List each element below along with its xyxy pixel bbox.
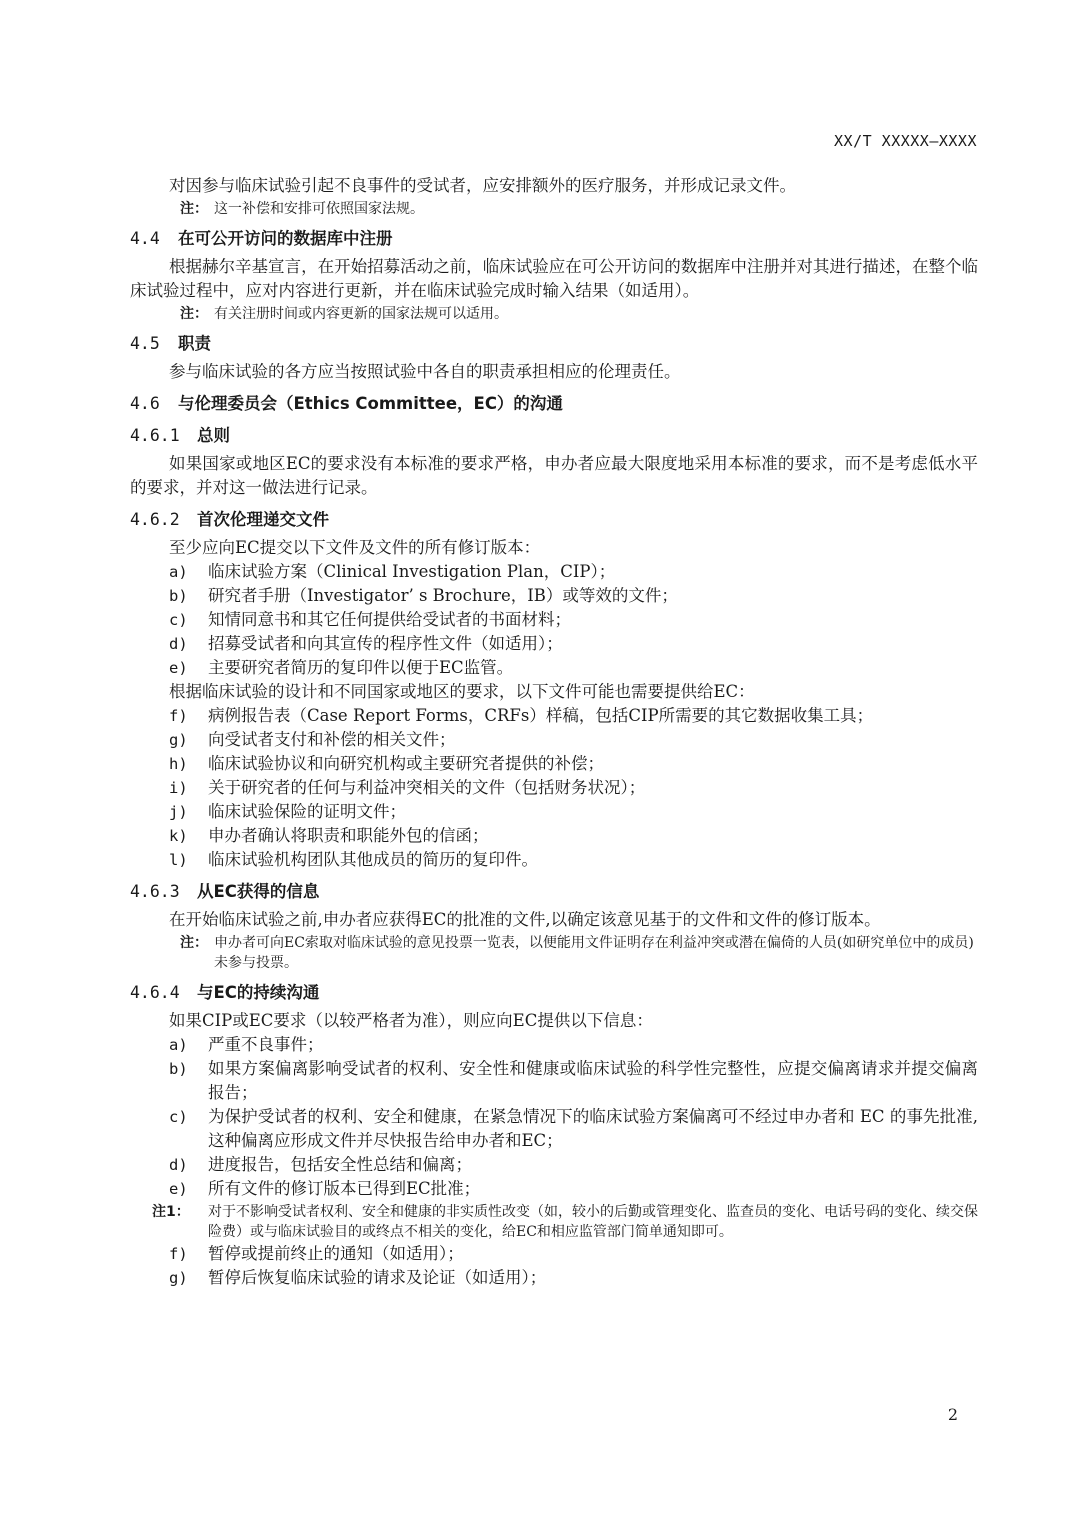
section-number: 4.6.4 bbox=[130, 983, 180, 1002]
document-code: XX/T XXXXX—XXXX bbox=[834, 132, 977, 150]
paragraph: 对因参与临床试验引起不良事件的受试者，应安排额外的医疗服务，并形成记录文件。 bbox=[169, 176, 796, 195]
list-item-text: 临床试验协议和向研究机构或主要研究者提供的补偿； bbox=[208, 754, 604, 773]
list bbox=[130, 704, 978, 872]
note-text: 对于不影响受试者权利、安全和健康的非实质性改变（如，较小的后勤或管理变化、监查员的变化、电话号码的变化、续交保险费）或与临床试验目的或终点不相关的变化，给EC和相应监管部门简单通知即可。 bbox=[208, 1204, 978, 1240]
section-title: 首次伦理递交文件 bbox=[197, 510, 329, 529]
section-heading-4-4 bbox=[130, 227, 978, 251]
section-heading-4-6-4 bbox=[130, 981, 978, 1005]
list-item-text: 暂停或提前终止的通知（如适用）； bbox=[208, 1244, 464, 1263]
section-heading-4-6-3 bbox=[130, 880, 978, 904]
list-item-label: b) bbox=[169, 587, 188, 605]
list-item bbox=[130, 656, 978, 680]
note-label: 注： bbox=[180, 935, 208, 951]
note bbox=[130, 1202, 978, 1242]
paragraph: 如果CIP或EC要求（以较严格者为准），则应向EC提供以下信息： bbox=[169, 1011, 653, 1030]
list-item bbox=[130, 1105, 978, 1153]
list-item-label: k) bbox=[169, 827, 188, 845]
section-number: 4.6.1 bbox=[130, 426, 180, 445]
note-text: 申办者可向EC索取对临床试验的意见投票一览表，以便能用文件证明存在利益冲突或潜在偏倚的人员(如研究单位中的成员)未参与投票。 bbox=[214, 935, 974, 971]
list-item-text: 关于研究者的任何与利益冲突相关的文件（包括财务状况）； bbox=[208, 778, 646, 797]
list-item-label: e) bbox=[169, 1180, 188, 1198]
list-item bbox=[130, 752, 978, 776]
list-item bbox=[130, 1177, 978, 1201]
list-item-text: 进度报告，包括安全性总结和偏离； bbox=[208, 1155, 472, 1174]
section-number: 4.6 bbox=[130, 394, 160, 413]
section-title: 从EC获得的信息 bbox=[197, 882, 320, 901]
list-item bbox=[130, 1057, 978, 1105]
section-heading-4-6-2 bbox=[130, 508, 978, 532]
list-item-text: 申办者确认将职责和职能外包的信函； bbox=[208, 826, 489, 845]
section-title: 在可公开访问的数据库中注册 bbox=[178, 229, 393, 248]
section-number: 4.6.3 bbox=[130, 882, 180, 901]
list-item-text: 为保护受试者的权利、安全和健康，在紧急情况下的临床试验方案偏离可不经过申办者和 EC 的事先批准,这种偏离应形成文件并尽快报告给申办者和EC； bbox=[208, 1107, 978, 1150]
list-item-label: b) bbox=[169, 1060, 188, 1078]
list-item-text: 如果方案偏离影响受试者的权利、安全性和健康或临床试验的科学性完整性，应提交偏离请求并提交偏离报告； bbox=[208, 1059, 978, 1102]
list-item bbox=[130, 824, 978, 848]
list-item-label: a) bbox=[169, 1036, 188, 1054]
list-item-label: f) bbox=[169, 1245, 188, 1263]
paragraph: 如果国家或地区EC的要求没有本标准的要求严格，申办者应最大限度地采用本标准的要求，而不是考虑低水平的要求，并对这一做法进行记录。 bbox=[130, 454, 978, 497]
note-text: 有关注册时间或内容更新的国家法规可以适用。 bbox=[214, 306, 508, 322]
list-item-label: g) bbox=[169, 1269, 188, 1287]
list-item-text: 临床试验机构团队其他成员的简历的复印件。 bbox=[208, 850, 538, 869]
list-item-label: d) bbox=[169, 635, 188, 653]
list-item bbox=[130, 848, 978, 872]
list-item-label: a) bbox=[169, 563, 188, 581]
list-item bbox=[130, 584, 978, 608]
paragraph: 在开始临床试验之前,申办者应获得EC的批准的文件,以确定该意见基于的文件和文件的修订版本。 bbox=[169, 910, 881, 929]
section-title: 与伦理委员会（Ethics Committee，EC）的沟通 bbox=[178, 394, 563, 413]
section-heading-4-6 bbox=[130, 392, 978, 416]
paragraph: 参与临床试验的各方应当按照试验中各自的职责承担相应的伦理责任。 bbox=[169, 362, 681, 381]
list-item-text: 向受试者支付和补偿的相关文件； bbox=[208, 730, 456, 749]
list-item-text: 研究者手册（Investigator’ s Brochure，IB）或等效的文件； bbox=[208, 586, 678, 605]
paragraph: 根据赫尔辛基宣言，在开始招募活动之前，临床试验应在可公开访问的数据库中注册并对其进行描述，在整个临床试验过程中，应对内容进行更新，并在临床试验完成时输入结果（如适用）。 bbox=[130, 257, 978, 300]
paragraph: 至少应向EC提交以下文件及文件的所有修订版本： bbox=[169, 538, 541, 557]
list-item bbox=[130, 1033, 978, 1057]
note-label: 注1： bbox=[152, 1204, 190, 1220]
list-item-label: g) bbox=[169, 731, 188, 749]
note-label: 注： bbox=[180, 306, 208, 322]
section-title: 与EC的持续沟通 bbox=[197, 983, 320, 1002]
paragraph: 根据临床试验的设计和不同国家或地区的要求，以下文件可能也需要提供给EC： bbox=[169, 682, 755, 701]
list bbox=[130, 560, 978, 680]
list-item-label: f) bbox=[169, 707, 188, 725]
section-title: 职责 bbox=[178, 334, 211, 353]
section-heading-4-5 bbox=[130, 332, 978, 356]
list-item-text: 病例报告表（Case Report Forms，CRFs）样稿，包括CIP所需要的其它数据收集工具； bbox=[208, 706, 874, 725]
list-item bbox=[130, 632, 978, 656]
note-text: 这一补偿和安排可依照国家法规。 bbox=[214, 201, 424, 217]
list-item bbox=[130, 560, 978, 584]
list-item-text: 所有文件的修订版本已得到EC批准； bbox=[208, 1179, 481, 1198]
list-item-label: h) bbox=[169, 755, 188, 773]
list-item-label: c) bbox=[169, 1108, 188, 1126]
list-item-text: 临床试验保险的证明文件； bbox=[208, 802, 406, 821]
page-content bbox=[130, 174, 978, 1290]
list-item-label: i) bbox=[169, 779, 188, 797]
list-item bbox=[130, 1153, 978, 1177]
page-number: 2 bbox=[947, 1405, 958, 1424]
list bbox=[130, 1033, 978, 1201]
list-item bbox=[130, 800, 978, 824]
list-item bbox=[130, 1242, 978, 1266]
list-item-text: 主要研究者简历的复印件以便于EC监管。 bbox=[208, 658, 514, 677]
section-number: 4.6.2 bbox=[130, 510, 180, 529]
list-item-label: d) bbox=[169, 1156, 188, 1174]
list-item bbox=[130, 1266, 978, 1290]
list-item-text: 招募受试者和向其宣传的程序性文件（如适用）； bbox=[208, 634, 563, 653]
list-item-text: 暂停后恢复临床试验的请求及论证（如适用）； bbox=[208, 1268, 547, 1287]
note bbox=[130, 199, 978, 219]
list-item-label: l) bbox=[169, 851, 188, 869]
note bbox=[130, 933, 978, 973]
note-label: 注： bbox=[180, 201, 208, 217]
list-item-text: 临床试验方案（Clinical Investigation Plan，CIP）； bbox=[208, 562, 616, 581]
list-item-label: j) bbox=[169, 803, 188, 821]
note bbox=[130, 304, 978, 324]
list-item-label: e) bbox=[169, 659, 188, 677]
list bbox=[130, 1242, 978, 1290]
section-number: 4.4 bbox=[130, 229, 160, 248]
list-item bbox=[130, 704, 978, 728]
list-item-text: 知情同意书和其它任何提供给受试者的书面材料； bbox=[208, 610, 571, 629]
list-item bbox=[130, 776, 978, 800]
list-item bbox=[130, 728, 978, 752]
section-number: 4.5 bbox=[130, 334, 160, 353]
list-item-text: 严重不良事件； bbox=[208, 1035, 324, 1054]
section-title: 总则 bbox=[197, 426, 230, 445]
list-item bbox=[130, 608, 978, 632]
section-heading-4-6-1 bbox=[130, 424, 978, 448]
list-item-label: c) bbox=[169, 611, 188, 629]
